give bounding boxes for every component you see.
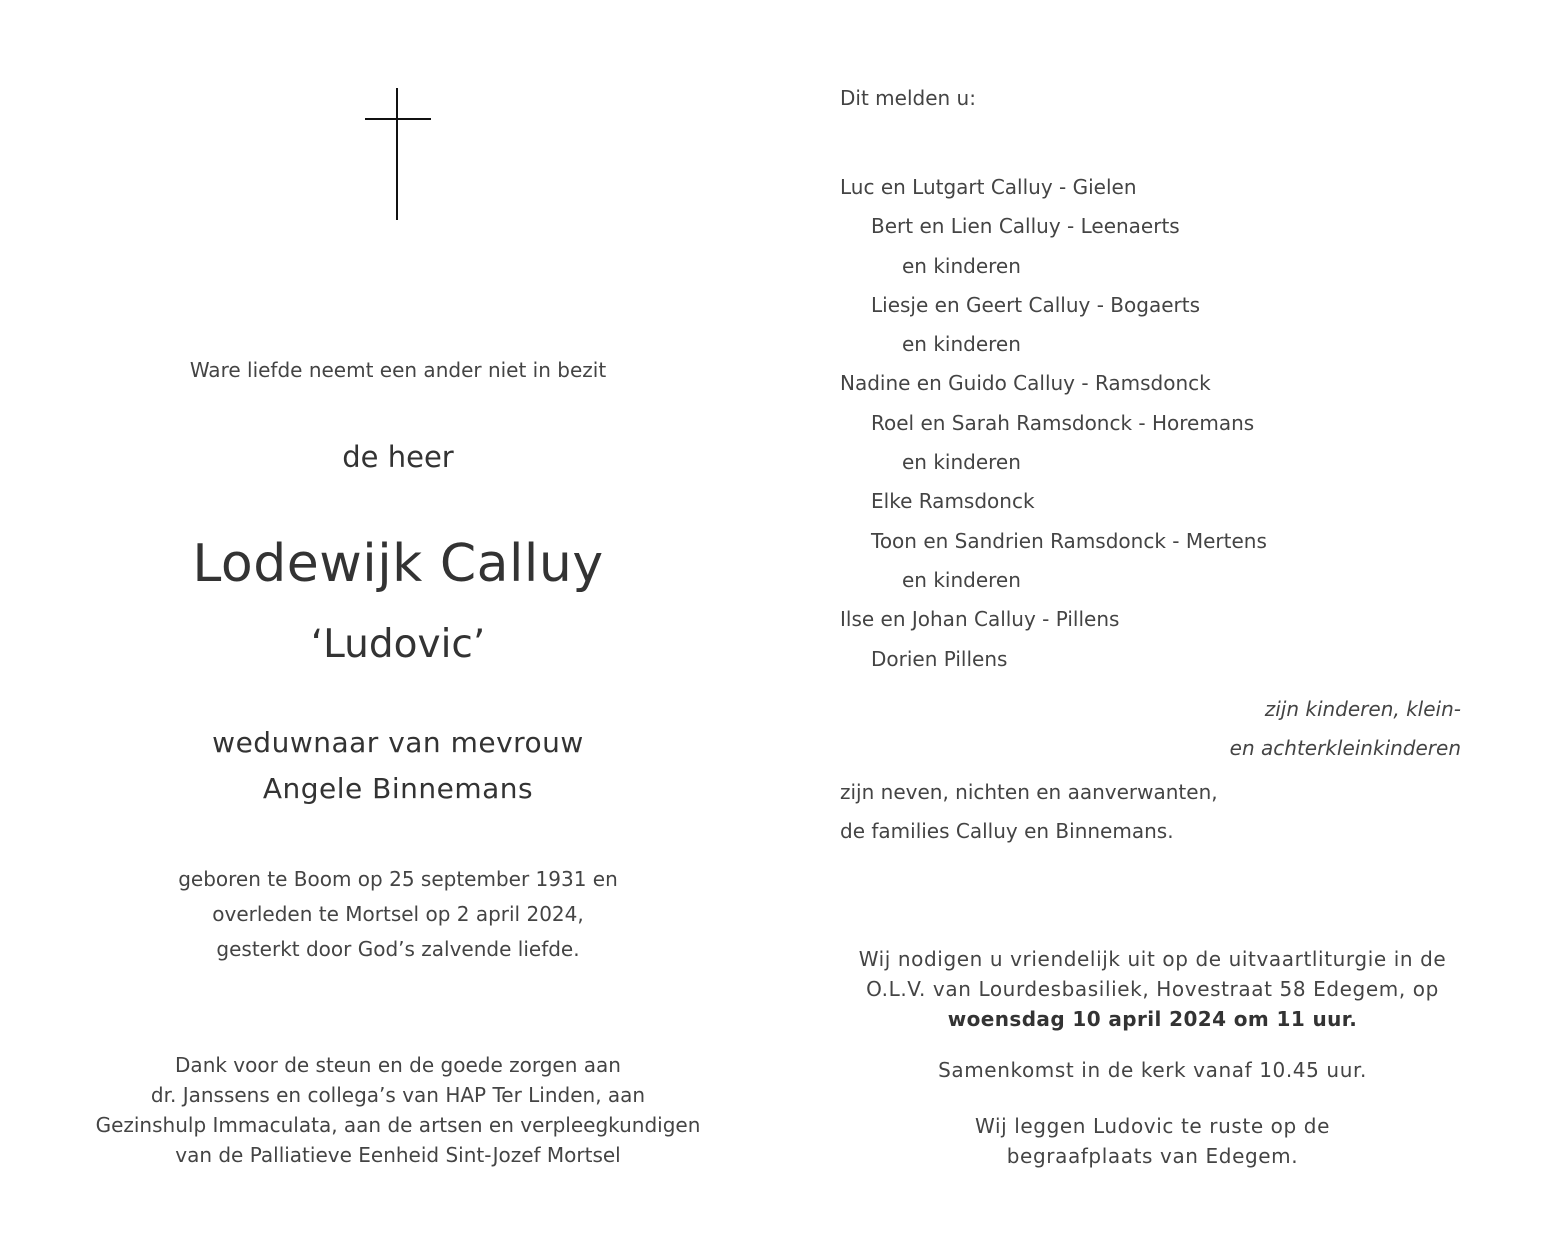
spouse-name: Angele Binnemans: [262, 772, 534, 805]
thanks-line: Dank voor de steun en de goede zorgen aan: [175, 1053, 621, 1077]
family-member: en kinderen: [902, 567, 1021, 592]
family-list: [840, 172, 1480, 683]
descendants-line: en achterkleinkinderen: [1229, 736, 1461, 760]
funeral-date: woensdag 10 april 2024 om 11 uur.: [947, 1007, 1358, 1031]
family-member: en kinderen: [902, 450, 1021, 475]
life-line: overleden te Mortsel op 2 april 2024,: [212, 902, 584, 926]
family-member: Bert en Lien Calluy - Leenaerts: [871, 214, 1180, 239]
deceased-name: Lodewijk Calluy: [192, 534, 604, 594]
deceased-nickname: ‘Ludovic’: [310, 622, 486, 667]
family-member: Luc en Lutgart Calluy - Gielen: [840, 175, 1137, 199]
burial-note: [840, 1111, 1465, 1171]
burial-line: begraafplaats van Edegem.: [1006, 1144, 1299, 1168]
invite-line: Wij nodigen u vriendelijk uit op de uitvaartliturgie in de: [858, 947, 1447, 971]
family-member: Dorien Pillens: [871, 646, 1008, 671]
widower-line: weduwnaar van mevrouw: [212, 726, 584, 759]
funeral-invitation: [840, 944, 1465, 1034]
family-member: Nadine en Guido Calluy - Ramsdonck: [840, 371, 1211, 396]
invite-line: O.L.V. van Lourdesbasiliek, Hovestraat 58 Edegem, op: [866, 977, 1439, 1001]
descendants-line: zijn kinderen, klein-: [1264, 697, 1461, 721]
relatives: [840, 773, 1218, 851]
gathering-time: Samenkomst in de kerk vanaf 10.45 uur.: [938, 1058, 1367, 1082]
thanks-note: [0, 1050, 796, 1170]
family-member: Liesje en Geert Calluy - Bogaerts: [871, 292, 1200, 317]
relatives-line: zijn neven, nichten en aanverwanten,: [840, 780, 1218, 804]
cross-icon: [365, 88, 431, 220]
family-member: Elke Ramsdonck: [871, 489, 1035, 514]
thanks-line: Gezinshulp Immaculata, aan de artsen en verpleegkundigen: [95, 1113, 701, 1137]
descendants-note: [1230, 690, 1461, 768]
relatives-line: de families Calluy en Binnemans.: [840, 819, 1174, 843]
life-line: geboren te Boom op 25 september 1931 en: [178, 867, 618, 891]
family-member: en kinderen: [902, 332, 1021, 357]
life-line: gesterkt door God’s zalvende liefde.: [216, 937, 580, 961]
family-member: Roel en Sarah Ramsdonck - Horemans: [871, 410, 1255, 435]
honorific: de heer: [342, 440, 454, 474]
thanks-line: van de Palliatieve Eenheid Sint-Jozef Mortsel: [175, 1143, 621, 1167]
motto: Ware liefde neemt een ander niet in bezit: [189, 358, 607, 382]
life-dates: [0, 862, 796, 967]
family-member: Toon en Sandrien Ramsdonck - Mertens: [871, 528, 1267, 553]
family-member: Ilse en Johan Calluy - Pillens: [840, 607, 1120, 632]
family-member: en kinderen: [902, 253, 1021, 278]
burial-line: Wij leggen Ludovic te ruste op de: [975, 1114, 1330, 1138]
thanks-line: dr. Janssens en collega’s van HAP Ter Linden, aan: [150, 1083, 646, 1107]
announcement-intro: Dit melden u:: [840, 86, 976, 110]
right-panel: [840, 0, 1480, 1253]
